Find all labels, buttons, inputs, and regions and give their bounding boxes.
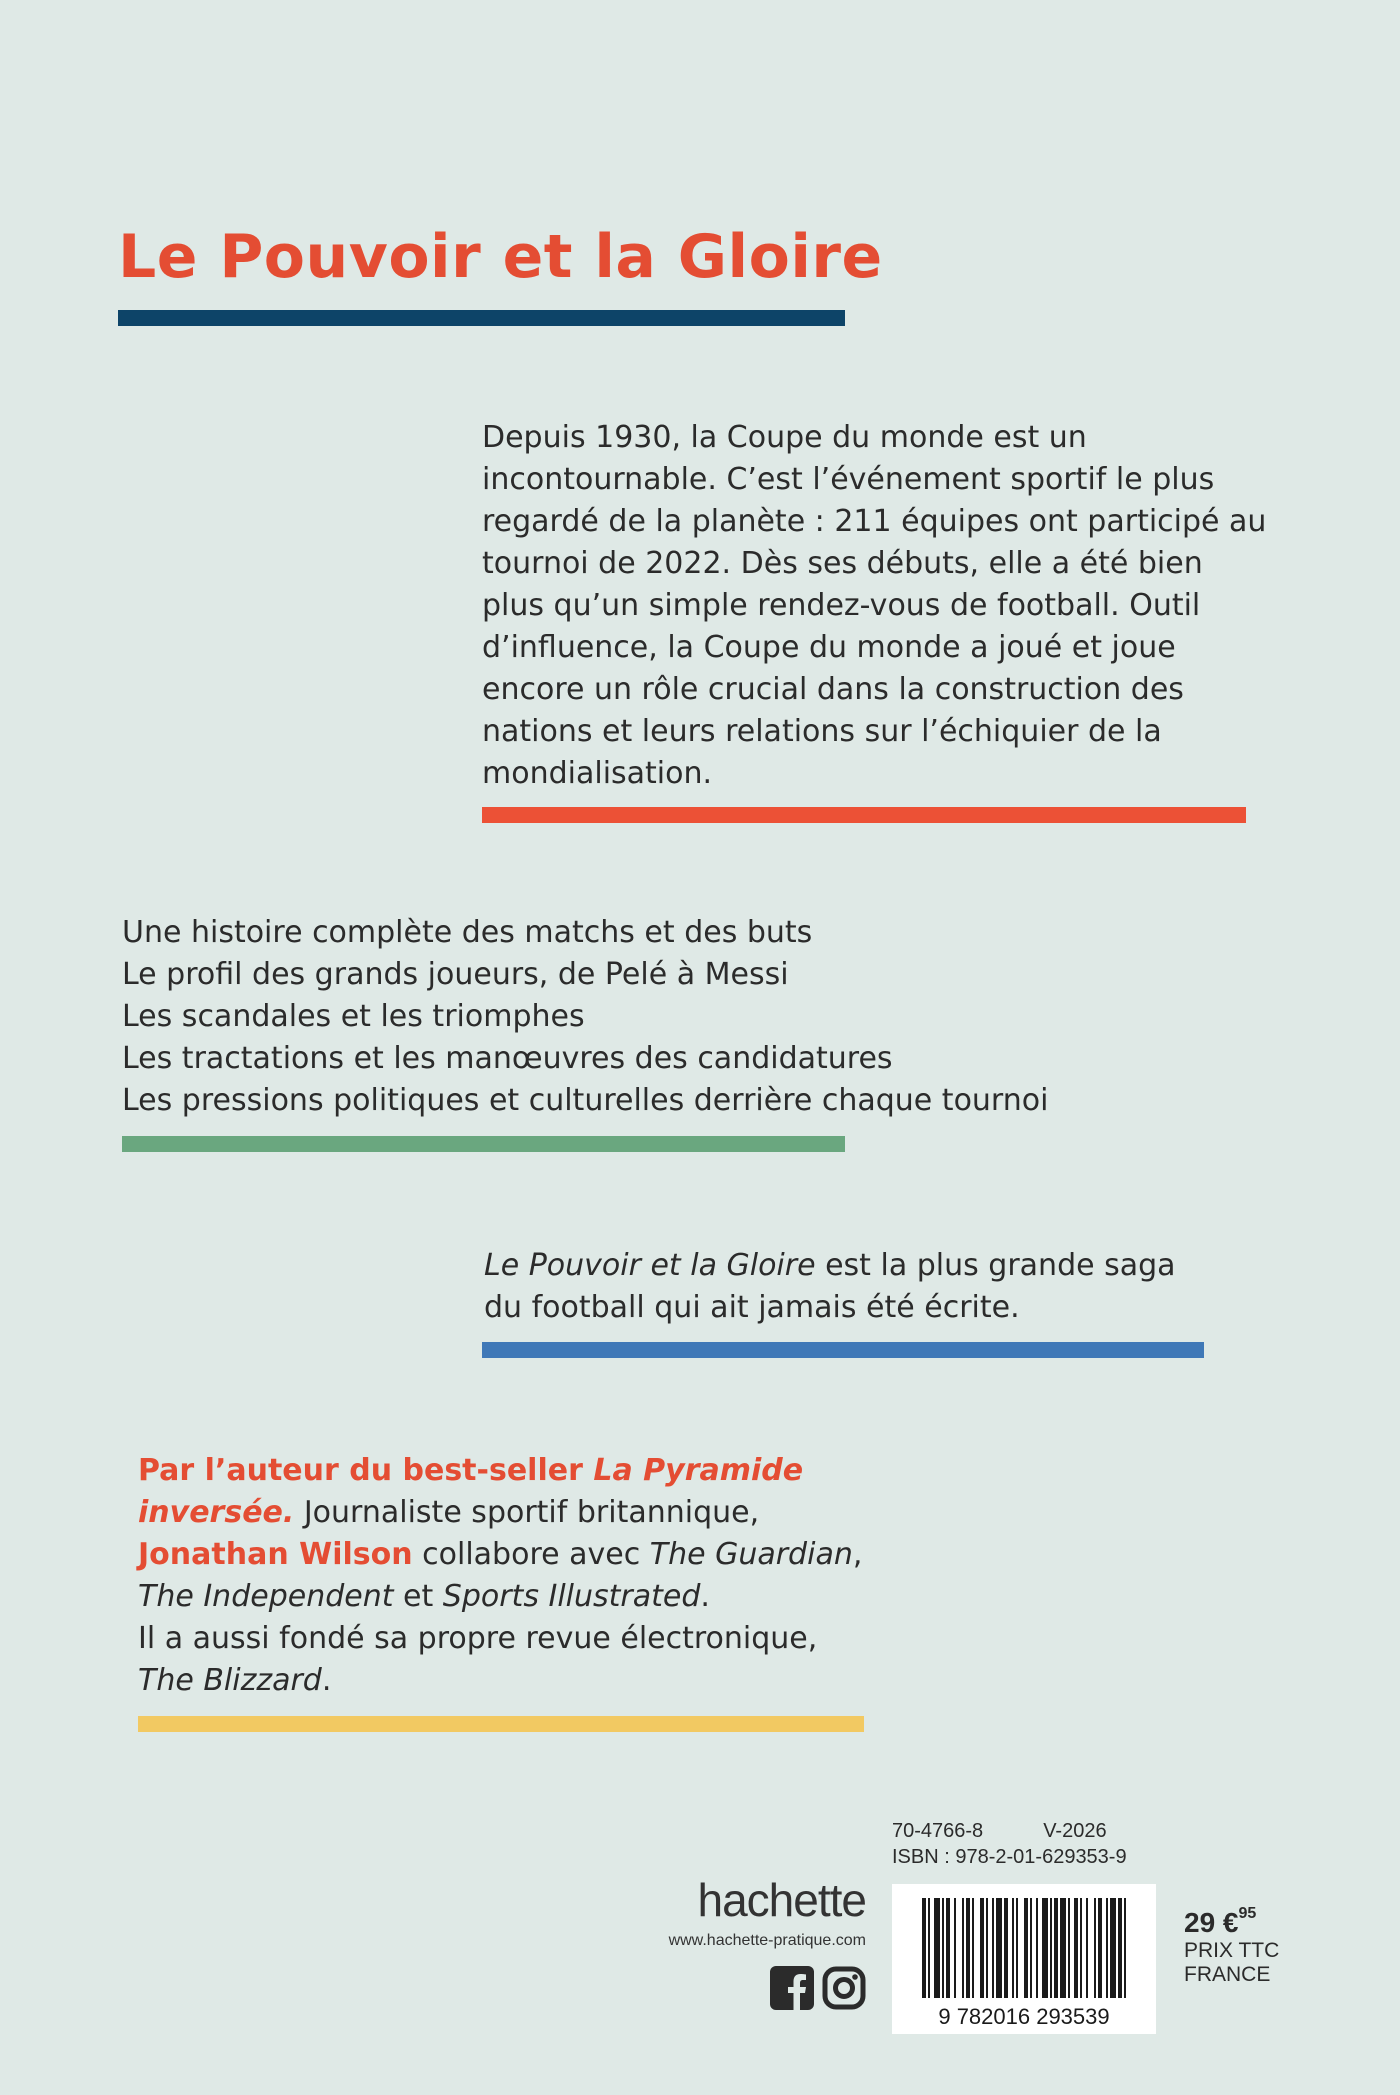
barcode-bar <box>992 1898 994 1998</box>
price-country: FRANCE <box>1184 1963 1271 1986</box>
publisher-block <box>669 1874 866 1956</box>
barcode-bar <box>1054 1898 1058 1998</box>
barcode-bar <box>1098 1898 1102 1998</box>
feature-item: Les pressions politiques et culturelles derrière chaque tournoi <box>122 1083 1049 1118</box>
barcode-bar <box>1094 1898 1096 1998</box>
barcode-bar <box>1016 1898 1018 1998</box>
product-code: 70-4766-8 <box>892 1820 984 1842</box>
book-blurb <box>482 417 1272 795</box>
publisher-logo: hachette <box>697 1874 866 1926</box>
barcode-bar <box>1030 1898 1032 1998</box>
barcode-bar <box>1050 1898 1052 1998</box>
saga-underline <box>482 1342 1204 1358</box>
price-ttc: PRIX TTC <box>1184 1939 1280 1962</box>
blurb-underline <box>482 807 1246 823</box>
barcode-bar <box>1106 1898 1108 1998</box>
barcode-bar <box>1060 1898 1066 1998</box>
barcode-bar <box>962 1898 964 1998</box>
barcode-bar <box>1024 1898 1028 1998</box>
title-underline <box>118 310 845 326</box>
publication-independent: The Independent <box>138 1579 394 1614</box>
punctuation: , <box>852 1537 863 1572</box>
product-codes <box>892 1818 1127 1870</box>
previous-book-title: La Pyramide <box>593 1453 804 1488</box>
barcode-bar <box>946 1898 950 1998</box>
barcode-bar <box>928 1898 930 1998</box>
publisher-url[interactable]: www.hachette-pratique.com <box>668 1932 866 1949</box>
saga-title: Le Pouvoir et la Gloire <box>484 1248 816 1283</box>
book-title: Le Pouvoir et la Gloire <box>118 222 883 292</box>
price-amount: 29 € <box>1184 1907 1239 1938</box>
barcode-bar <box>1086 1898 1088 1998</box>
barcode-bar <box>922 1898 926 1998</box>
barcode-bar <box>1074 1898 1078 1998</box>
saga-line2: du football qui ait jamais été écrite. <box>484 1290 1020 1325</box>
saga-line1: est la plus grande saga <box>815 1248 1176 1283</box>
barcode <box>892 1884 1156 2034</box>
author-text: collabore avec <box>412 1537 650 1572</box>
feature-list <box>122 912 1122 1122</box>
author-bio <box>138 1450 898 1702</box>
barcode-bar <box>1012 1898 1014 1998</box>
barcode-bar <box>934 1898 940 1998</box>
author-desc: Journaliste sportif britannique, <box>294 1495 760 1530</box>
barcode-bar <box>1004 1898 1008 1998</box>
barcode-bar <box>1110 1898 1116 1998</box>
publication-guardian: The Guardian <box>649 1537 853 1572</box>
barcode-bar <box>972 1898 974 1998</box>
author-name: Jonathan Wilson <box>138 1537 413 1572</box>
instagram-icon[interactable] <box>822 1966 866 2010</box>
blurb-text: Depuis 1930, la Coupe du monde est un incontournable. C’est l’événement sportif le plus regardé de la planète : 211 équipes ont participé au tournoi de 2022. Dès ses débuts, elle a été bien plus qu’un simple rendez-vous de football. Outil d’influence, la Coupe du monde a joué et joue encore un rôle crucial dans la construction des nations et leurs relations sur l’échiquier de la mondialisation. <box>482 420 1267 791</box>
barcode-bar <box>1080 1898 1082 1998</box>
author-text-3: Il a aussi fondé sa propre revue électronique, <box>138 1621 818 1656</box>
publication-blizzard: The Blizzard <box>138 1663 322 1698</box>
barcode-bar <box>1042 1898 1048 1998</box>
barcode-bar <box>996 1898 1002 1998</box>
feature-item: Le profil des grands joueurs, de Pelé à Messi <box>122 957 789 992</box>
author-text: et <box>393 1579 443 1614</box>
barcode-bar <box>1118 1898 1122 1998</box>
social-icons <box>770 1966 866 2010</box>
feature-item: Les scandales et les triomphes <box>122 999 585 1034</box>
saga-statement <box>484 1245 1244 1329</box>
facebook-icon[interactable] <box>770 1966 814 2010</box>
author-underline <box>138 1716 864 1732</box>
barcode-bar <box>966 1898 970 1998</box>
features-underline <box>122 1136 845 1152</box>
publication-sports-illustrated: Sports Illustrated <box>442 1579 701 1614</box>
isbn: ISBN : 978-2-01-629353-9 <box>892 1846 1127 1868</box>
previous-book-title-end: inversée. <box>138 1495 295 1530</box>
version-code: V-2026 <box>1043 1820 1107 1842</box>
barcode-bar <box>1036 1898 1038 1998</box>
punctuation: . <box>700 1579 710 1614</box>
barcode-bar <box>980 1898 984 1998</box>
barcode-bar <box>942 1898 944 1998</box>
barcode-bar <box>954 1898 956 1998</box>
price-cents: 95 <box>1238 1905 1257 1922</box>
barcode-bar <box>1068 1898 1070 1998</box>
barcode-digits: 9 782016 293539 <box>938 2004 1110 2029</box>
punctuation: . <box>321 1663 332 1698</box>
feature-item: Les tractations et les manœuvres des candidatures <box>122 1041 893 1076</box>
author-intro: Par l’auteur du best-seller <box>138 1453 594 1488</box>
barcode-bar <box>1124 1898 1126 1998</box>
price-block <box>1184 1905 1279 1987</box>
feature-item: Une histoire complète des matchs et des buts <box>122 915 813 950</box>
barcode-bar <box>986 1898 988 1998</box>
